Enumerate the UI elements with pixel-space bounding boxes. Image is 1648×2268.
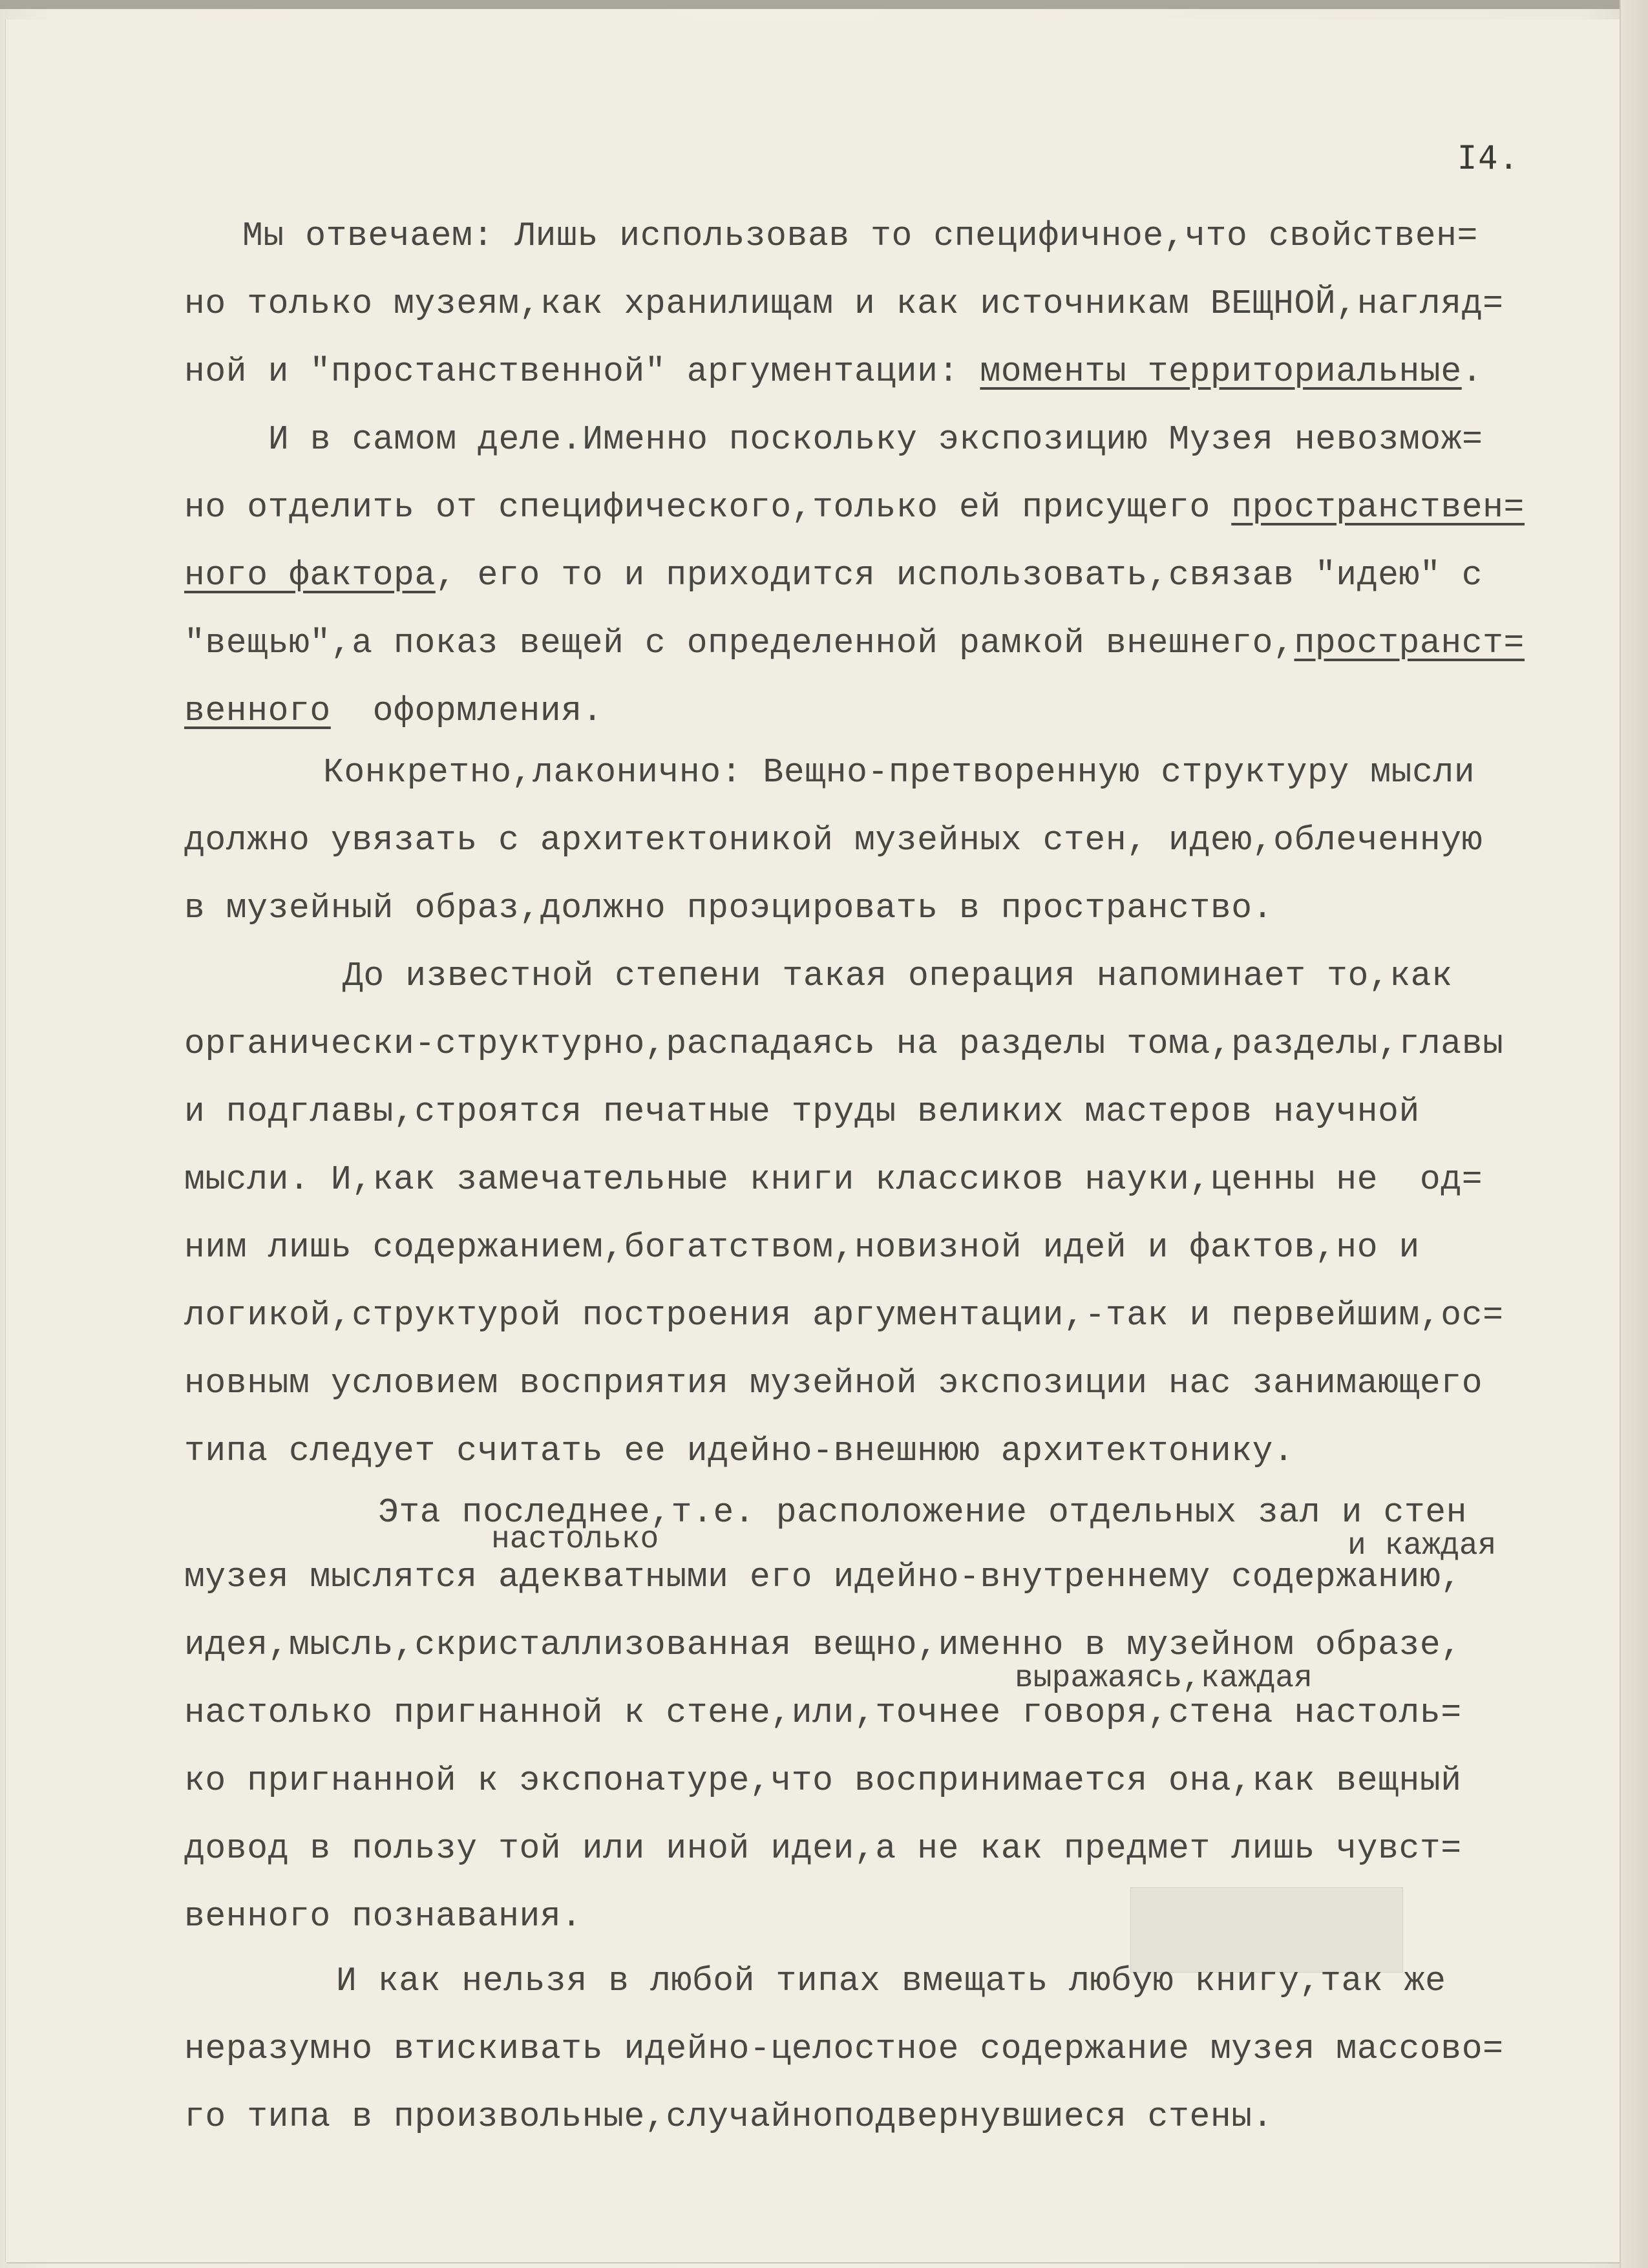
text-segment: но отделить от специфического,только ей присущего: [184, 488, 1232, 527]
text-segment: Конкретно,лаконично: Вещно-претворенную структуру мысли: [323, 753, 1475, 792]
scan-top-border: [0, 0, 1648, 9]
text-line: [184, 2097, 1273, 2136]
text-line: [184, 2030, 1504, 2068]
text-segment: .: [1461, 352, 1483, 391]
text-line: [184, 1228, 1420, 1267]
text-line: [184, 821, 1483, 860]
text-line: [323, 753, 1475, 792]
text-segment: неразумно втискивать идейно-целостное содержание музея массово=: [184, 2030, 1504, 2068]
text-line: [184, 624, 1525, 662]
text-line: [184, 1092, 1420, 1131]
underlined-phrase: моменты территориальные: [980, 352, 1462, 391]
text-line: [184, 556, 1483, 595]
text-segment: логикой,структурой построения аргументации,-так и первейшим,ос=: [184, 1296, 1504, 1335]
text-line: [184, 1296, 1504, 1335]
text-line: [184, 1432, 1294, 1470]
page-edge: [1620, 0, 1648, 2268]
text-line: [336, 1962, 1446, 2000]
page-number: I4.: [1457, 139, 1520, 176]
text-line: [184, 352, 1483, 391]
text-line: [184, 488, 1525, 527]
text-segment: органически-структурно,распадаясь на разделы тома,разделы,главы: [184, 1024, 1504, 1063]
text-line: [184, 1693, 1462, 1732]
text-line: [184, 284, 1504, 323]
text-line: [184, 1626, 1462, 1664]
text-segment: настолько пригнанной к стене,или,точнее говоря,стена настоль=: [184, 1693, 1462, 1732]
text-line: [184, 692, 603, 730]
handwritten-insertion-2: и каждая: [1347, 1529, 1497, 1563]
text-segment: мысли. И,как замечательные книги классиков науки,ценны не од=: [184, 1160, 1483, 1199]
text-segment: "вещью",а показ вещей с определенной рамкой внешнего,: [184, 624, 1294, 662]
text-segment: Эта последнее,т.е. расположение отдельных зал и стен: [378, 1493, 1468, 1532]
text-segment: И как нельзя в любой типах вмещать любую книгу,так же: [336, 1962, 1446, 2000]
text-segment: ко пригнанной к экспонатуре,что воспринимается она,как вещный: [184, 1761, 1462, 1800]
underlined-phrase: пространствен=: [1231, 488, 1525, 527]
text-segment: но только музеям,как хранилищам и как источникам ВЕЩНОЙ,нагляд=: [184, 284, 1504, 323]
text-line: [184, 1761, 1462, 1800]
text-line: [268, 420, 1483, 459]
text-segment: , его то и приходится использовать,связав "идею" с: [435, 556, 1483, 595]
text-line: [184, 1160, 1483, 1199]
text-segment: должно увязать с архитектоникой музейных стен, идею,облеченную: [184, 821, 1483, 860]
text-segment: До известной степени такая операция напоминает то,как: [343, 957, 1453, 995]
text-segment: в музейный образ,должно проэцировать в пространство.: [184, 889, 1274, 927]
text-line: [242, 217, 1478, 255]
bleed-through-stamp: [1130, 1887, 1403, 1973]
text-segment: и подглавы,строятся печатные труды великих мастеров научной: [184, 1092, 1420, 1131]
handwritten-insertion-3: выражаясь,каждая: [1015, 1661, 1313, 1696]
text-segment: венного познавания.: [184, 1897, 582, 1936]
text-segment: идея,мысль,скристаллизованная вещно,именно в музейном образе,: [184, 1626, 1462, 1664]
text-line: [184, 1364, 1483, 1403]
text-line: [184, 889, 1273, 927]
underlined-phrase: пространст=: [1294, 624, 1525, 662]
text-segment: музея мыслятся адекватными его идейно-внутреннему содержанию,: [184, 1558, 1462, 1596]
underlined-phrase: ного фактора: [184, 556, 436, 595]
text-segment: го типа в произвольные,случайноподвернувшиеся стены.: [184, 2097, 1274, 2136]
text-segment: оформления.: [330, 692, 604, 730]
text-segment: ной и "простанственной" аргументации:: [184, 352, 980, 391]
text-segment: типа следует считать ее идейно-внешнюю архитектонику.: [184, 1432, 1294, 1470]
text-segment: новным условием восприятия музейной экспозиции нас занимающего: [184, 1364, 1483, 1403]
text-line: [343, 957, 1452, 995]
text-segment: Мы отвечаем: Лишь использовав то специфичное,что свойствен=: [242, 217, 1478, 255]
text-line: [184, 1897, 582, 1936]
text-segment: И в самом деле.Именно поскольку экспозицию Музея невозмож=: [268, 420, 1483, 459]
text-line: [184, 1024, 1504, 1063]
text-line: [184, 1558, 1462, 1596]
text-segment: довод в пользу той или иной идеи,а не как предмет лишь чувст=: [184, 1829, 1462, 1868]
underlined-phrase: венного: [184, 692, 331, 730]
text-line: [184, 1829, 1462, 1868]
handwritten-insertion-1: настолько: [491, 1522, 659, 1557]
text-segment: ним лишь содержанием,богатством,новизной идей и фактов,но и: [184, 1228, 1420, 1267]
